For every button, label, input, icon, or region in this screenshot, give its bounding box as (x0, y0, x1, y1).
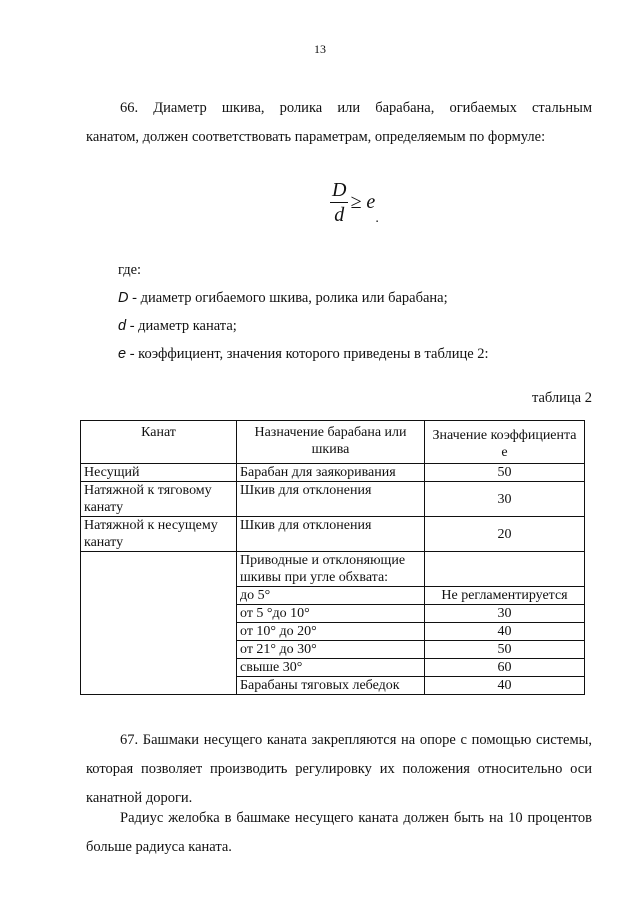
formula-relation: ≥ e (350, 191, 376, 213)
table-cell (425, 552, 585, 587)
table-cell: 50 (425, 464, 585, 482)
table-cell: Барабан для заякоривания (237, 464, 425, 482)
table-cell: Несущий (81, 464, 237, 482)
table-cell: 60 (425, 659, 585, 677)
definition-e (118, 346, 489, 363)
table-cell: от 21° до 30° (237, 641, 425, 659)
table-header-row (81, 421, 585, 464)
header-purpose: Назначение барабана или шкива (237, 421, 425, 464)
page-number: 13 (314, 42, 326, 56)
paragraph-66-line-2: канатом, должен соответствовать параметрам, определяемым по формуле: (86, 129, 546, 145)
table-cell: Приводные и отклоняющие шкивы при угле обхвата: (237, 552, 425, 587)
table-cell: Барабаны тяговых лебедок (237, 677, 425, 695)
formula-fraction (330, 178, 348, 227)
table-cell: Не регламентируется (425, 587, 585, 605)
table-cell: 40 (425, 623, 585, 641)
table-cell: Натяжной к тяговому канату (81, 482, 237, 517)
table-cell: Натяжной к несущему канату (81, 517, 237, 552)
table-cell: свыше 30° (237, 659, 425, 677)
table-cell: 30 (425, 482, 585, 517)
paragraph-68: Радиус желобка в башмаке несущего каната должен быть на 10 процентов больше радиуса каната. (86, 810, 592, 855)
definition-symbol: e (118, 346, 127, 362)
table-cell-empty (81, 552, 237, 695)
table-cell: до 5° (237, 587, 425, 605)
formula-dot: . (375, 211, 379, 226)
definition-symbol: D (118, 290, 129, 306)
table-cell: от 5 °до 10° (237, 605, 425, 623)
paragraph-66-line-1: 66. Диаметр шкива, ролика или барабана, огибаемых стальным (120, 100, 592, 116)
header-coefficient: Значение коэффициента е (425, 421, 585, 464)
table-cell: Шкив для отклонения (237, 482, 425, 517)
table-caption: таблица 2 (531, 390, 592, 406)
definition-d (118, 318, 237, 335)
table-cell: 50 (425, 641, 585, 659)
table-cell: 30 (425, 605, 585, 623)
table-row (81, 482, 585, 517)
definition-symbol: d (118, 318, 127, 334)
table-cell: Шкив для отклонения (237, 517, 425, 552)
formula-denominator: d (334, 204, 345, 226)
definition-text: - диаметр огибаемого шкива, ролика или барабана; (128, 290, 448, 306)
definition-D (118, 290, 448, 307)
table-cell: 40 (425, 677, 585, 695)
table-row (81, 552, 585, 587)
coefficient-table (80, 420, 585, 695)
header-cable: Канат (81, 421, 237, 464)
formula (330, 178, 379, 227)
table-cell: 20 (425, 517, 585, 552)
table-row (81, 517, 585, 552)
where-label: где: (118, 262, 142, 278)
table-cell: от 10° до 20° (237, 623, 425, 641)
definition-text: - коэффициент, значения которого приведены в таблице 2: (126, 346, 489, 362)
table-row (81, 464, 585, 482)
paragraph-67: 67. Башмаки несущего каната закрепляются на опоре с помощью системы, которая позволяет производить регулировку их положения относительно оси канатной дороги. (86, 732, 592, 806)
definition-text: - диаметр каната; (126, 318, 237, 334)
formula-numerator: D (332, 179, 347, 201)
